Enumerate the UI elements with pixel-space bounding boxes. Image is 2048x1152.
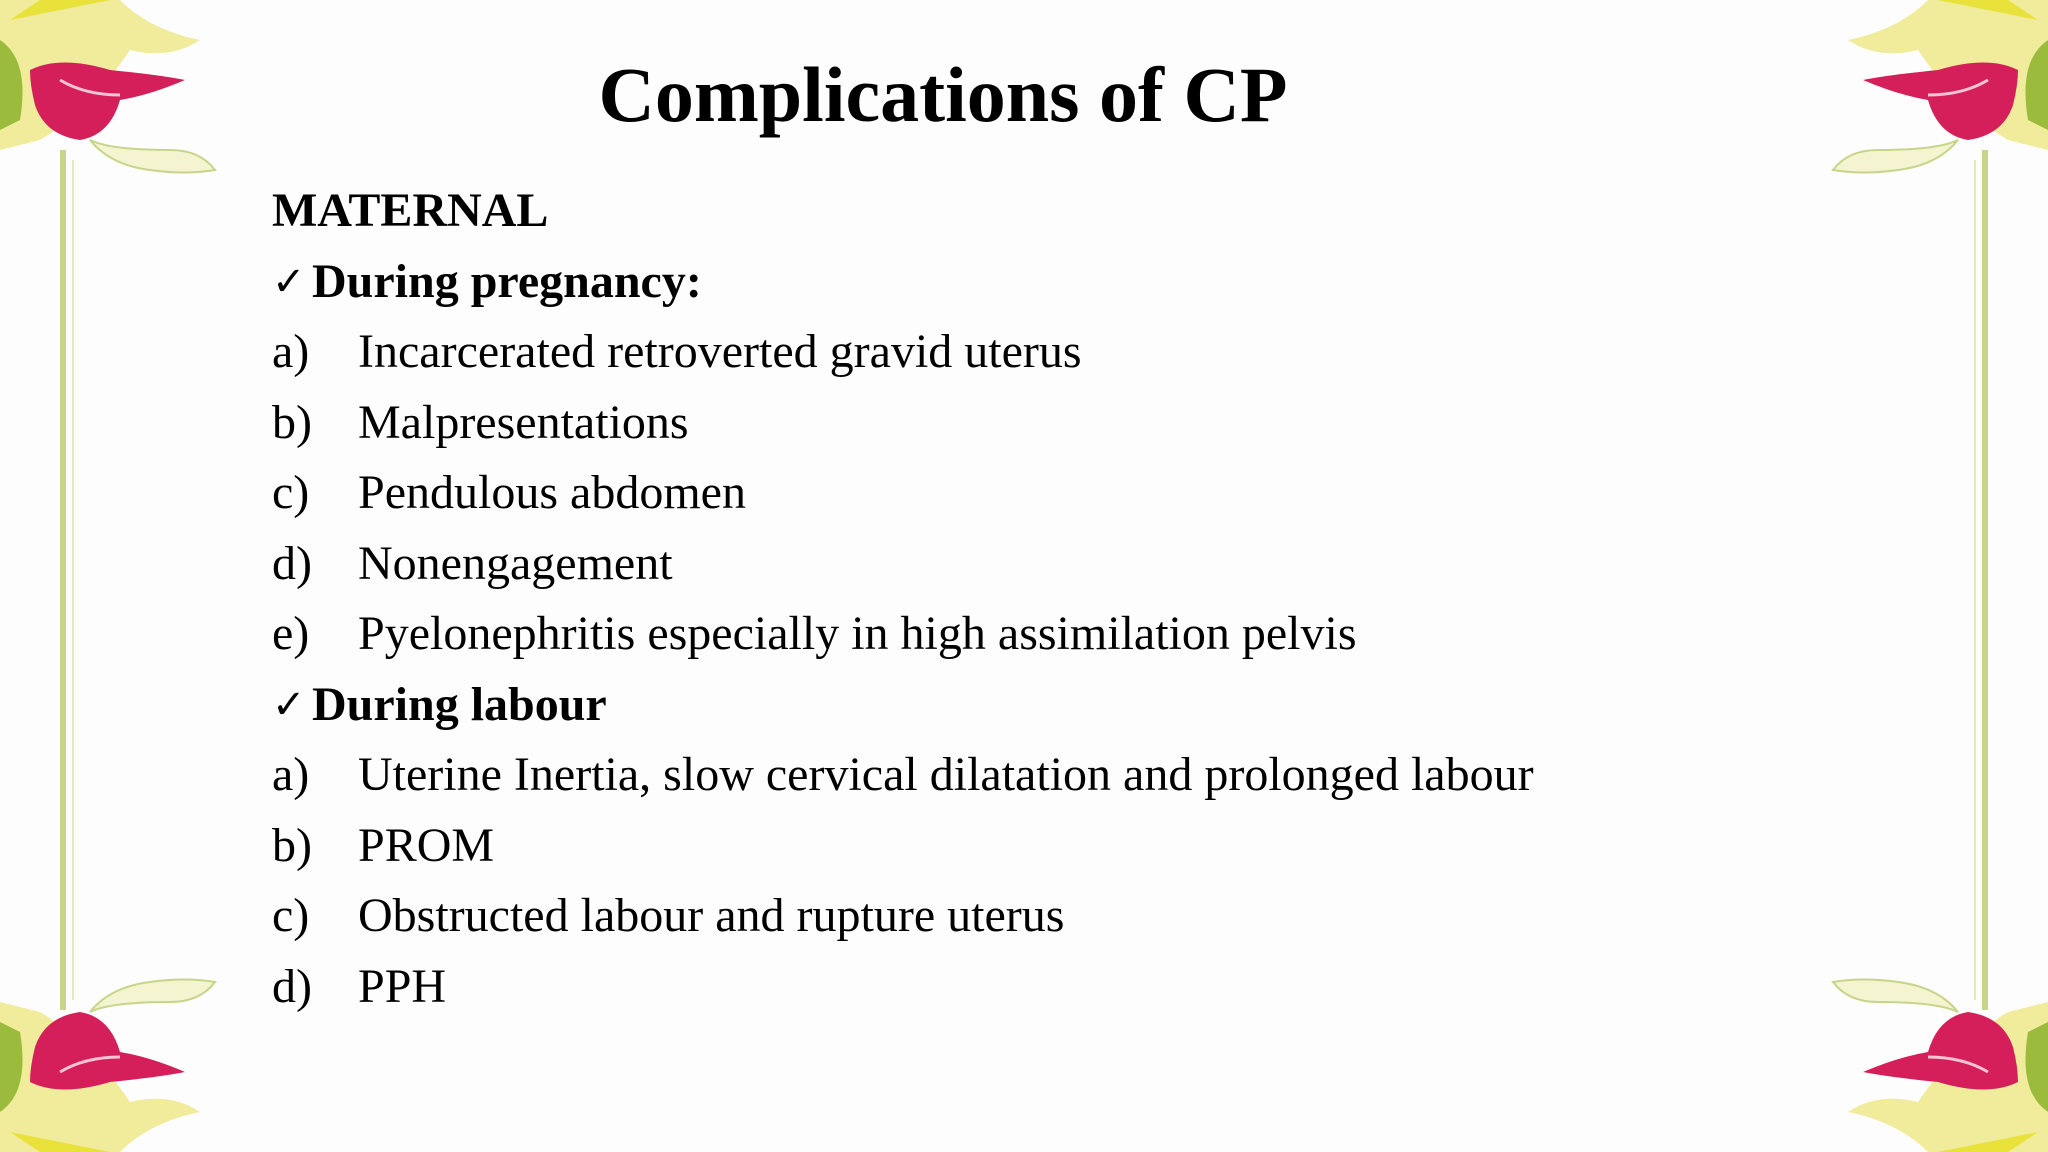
list-item-text: Uterine Inertia, slow cervical dilatation and prolonged labour	[358, 748, 1534, 801]
frame-right-inner-border	[1974, 160, 1976, 1000]
list-item-text: Obstructed labour and rupture uterus	[358, 889, 1065, 942]
list-item-text: Nonengagement	[358, 536, 673, 590]
list-item	[272, 317, 1922, 388]
frame-left-inner-border	[72, 160, 74, 1000]
list-item	[272, 740, 1922, 811]
list-item-letter: e)	[272, 607, 310, 660]
frame-right-border	[1982, 150, 1988, 1010]
list-item	[272, 599, 1922, 670]
list-item	[272, 881, 1922, 952]
list-item-letter: a)	[272, 748, 310, 801]
section-heading: MATERNAL	[272, 184, 549, 237]
list-item-letter: b)	[272, 818, 312, 872]
list-item-letter: a)	[272, 325, 310, 378]
list-item	[272, 529, 1922, 600]
slide-content	[272, 176, 1922, 1022]
list-item-text: Pendulous abdomen	[358, 466, 746, 519]
list-item	[272, 388, 1922, 459]
group-heading	[272, 670, 1922, 741]
list-item-text: Pyelonephritis especially in high assimilation pelvis	[358, 607, 1357, 660]
list-item-letter: c)	[272, 889, 310, 942]
frame-left-border	[60, 150, 66, 1010]
checkmark-icon: ✓	[272, 681, 306, 728]
list-item-letter: b)	[272, 395, 312, 449]
list-item	[272, 811, 1922, 882]
list-item-text: PROM	[358, 818, 495, 872]
list-item-letter: c)	[272, 466, 310, 519]
checkmark-icon: ✓	[272, 258, 306, 305]
list-item-letter: d)	[272, 959, 312, 1013]
tulip-flower-icon	[0, 962, 230, 1152]
group-heading-label: During labour	[312, 677, 607, 731]
group-heading	[272, 247, 1922, 318]
slide-title: Complications of CP	[598, 51, 1288, 138]
list-item-letter: d)	[272, 536, 312, 590]
list-item	[272, 458, 1922, 529]
list-item	[272, 952, 1922, 1023]
group-heading-label: During pregnancy:	[312, 254, 702, 308]
list-item-text: Malpresentations	[358, 395, 689, 449]
list-item-text: PPH	[358, 959, 447, 1013]
list-item-text: Incarcerated retroverted gravid uterus	[358, 325, 1082, 378]
